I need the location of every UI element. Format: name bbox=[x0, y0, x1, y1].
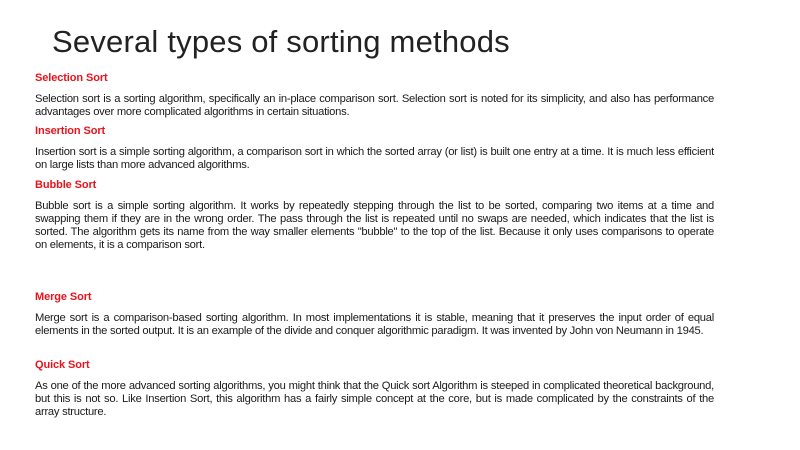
section-body: Selection sort is a sorting algorithm, specifically an in-place comparison sort. Selection sort is noted for its simplicity, and also has performance advantages over more complicated algorithms in certain situations. bbox=[35, 93, 714, 118]
section-body: As one of the more advanced sorting algorithms, you might think that the Quick sort Algorithm is steeped in complicated theoretical background, but this is not so. Like Insertion Sort, this algorithm has a fairly simple concept at the core, but is made complicated by the constraints of the array structure. bbox=[35, 380, 714, 418]
section-merge-sort bbox=[35, 291, 714, 338]
section-body: Bubble sort is a simple sorting algorithm. It works by repeatedly stepping through the list to be sorted, comparing two items at a time and swapping them if they are in the wrong order. The pass through the list is repeated until no swaps are needed, which indicates that the list is sorted. The algorithm gets its name from the way smaller elements "bubble" to the top of the list. Because it only uses comparisons to operate on elements, it is a comparison sort. bbox=[35, 200, 714, 251]
section-heading: Selection Sort bbox=[35, 72, 108, 84]
section-bubble-sort bbox=[35, 179, 714, 252]
section-body: Insertion sort is a simple sorting algorithm, a comparison sort in which the sorted array (or list) is built one entry at a time. It is much less efficient on large lists than more advanced algorithms. bbox=[35, 146, 714, 171]
section-selection-sort bbox=[35, 72, 714, 119]
section-insertion-sort bbox=[35, 125, 714, 172]
section-heading: Merge Sort bbox=[35, 291, 92, 303]
section-heading: Insertion Sort bbox=[35, 125, 106, 137]
section-heading: Bubble Sort bbox=[35, 179, 97, 191]
slide-title: Several types of sorting methods bbox=[52, 24, 510, 59]
section-quick-sort bbox=[35, 359, 714, 419]
section-heading: Quick Sort bbox=[35, 359, 90, 371]
section-body: Merge sort is a comparison-based sorting algorithm. In most implementations it is stable, meaning that it preserves the input order of equal elements in the sorted output. It is an example of the divide and conquer algorithmic paradigm. It was invented by John von Neumann in 1945. bbox=[35, 312, 714, 337]
